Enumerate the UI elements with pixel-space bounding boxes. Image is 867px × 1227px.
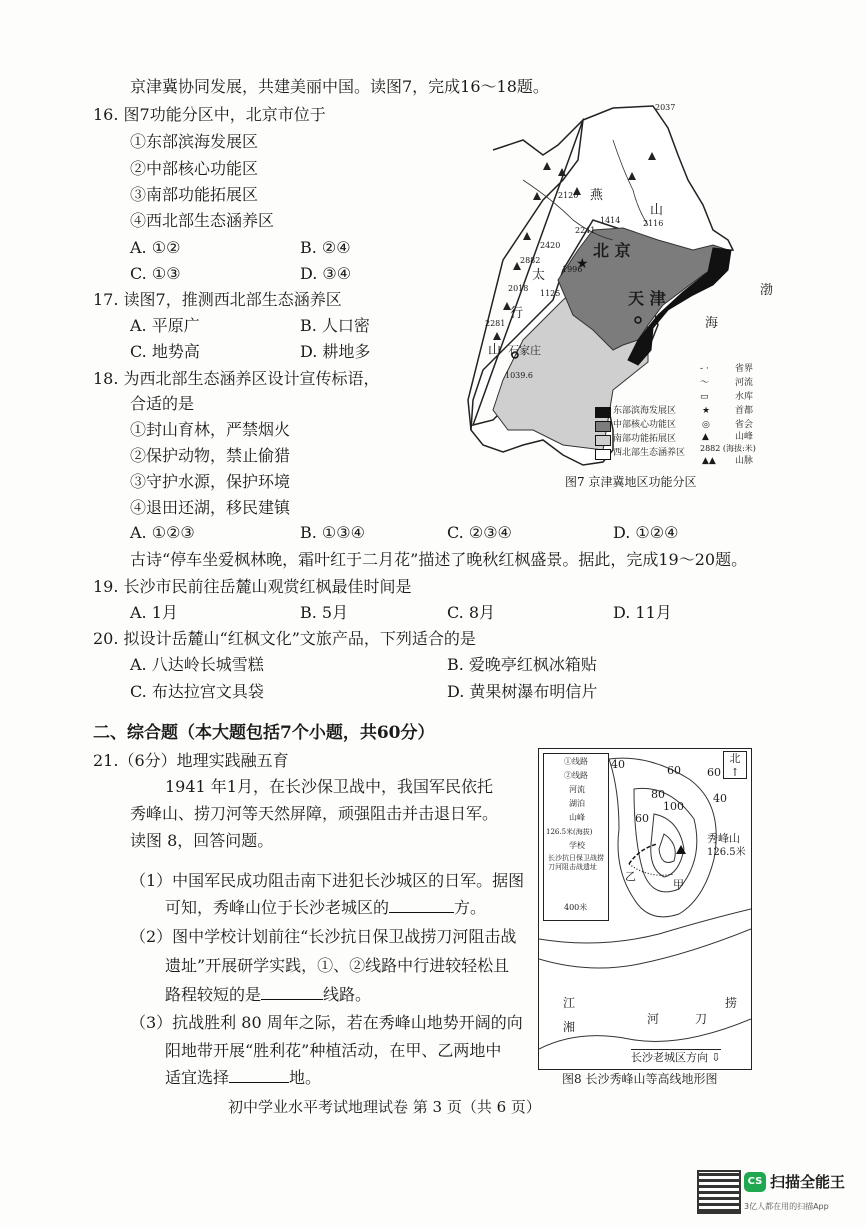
q21-sub3-line1: （3）抗战胜利 80 周年之际，若在秀峰山地势开阔的向 bbox=[130, 1013, 523, 1032]
map7-label-shan2: 山 bbox=[488, 343, 502, 358]
map7-elev-1996: 1996 bbox=[562, 265, 583, 274]
map8-contour-80: 80 bbox=[651, 788, 665, 801]
map7-label-bohai-1: 渤 bbox=[760, 283, 774, 298]
map7-elev-2116: 2116 bbox=[643, 219, 664, 228]
map8-jia: 甲 bbox=[673, 878, 684, 891]
svg-text:★: ★ bbox=[576, 256, 589, 272]
map8-peak-height: 126.5米 bbox=[707, 847, 746, 858]
q17-option-a[interactable]: A. 平原广 bbox=[130, 316, 200, 335]
q21-sub2-text: 路程较短的是 bbox=[165, 985, 262, 1004]
q16-option-b[interactable]: B. ②④ bbox=[300, 238, 351, 257]
map8-contour-60c: 60 bbox=[635, 812, 649, 825]
q21-sub1-line2 bbox=[165, 896, 486, 919]
q20-option-c[interactable]: C. 布达拉宫文具袋 bbox=[130, 682, 264, 701]
map7-legend-river: 河流 bbox=[735, 378, 754, 388]
poem-intro: 古诗“停车坐爱枫林晚，霜叶红于二月花”描述了晚秋红枫盛景。据此，完成19～20题。 bbox=[130, 550, 748, 569]
q21-para-3: 读图 8，回答问题。 bbox=[130, 831, 274, 850]
q21-para-2: 秀峰山、捞刀河等天然屏障，顽强阻击并击退日军。 bbox=[130, 804, 499, 823]
map8-legend-route2: ②线路 bbox=[564, 771, 588, 780]
q21-para-1: 1941 年1月，在长沙保卫战中，我国军民依托 bbox=[165, 777, 493, 796]
q20-option-b[interactable]: B. 爱晚亭红枫冰箱贴 bbox=[447, 655, 597, 674]
map7-caption: 图7 京津冀地区功能分区 bbox=[565, 475, 697, 489]
q21-sub2-line3 bbox=[165, 983, 371, 1006]
map7-elev-2120: 2120 bbox=[558, 191, 579, 200]
map8-caption: 图8 长沙秀峰山等高线地形图 bbox=[562, 1072, 718, 1086]
section-2-heading: 二、综合题（本大题包括7个小题，共60分） bbox=[93, 723, 435, 743]
map7-legend-reservoir: 水库 bbox=[735, 392, 754, 402]
q21-sub3-text: 适宜选择 bbox=[165, 1068, 230, 1087]
q19-stem: 19. 长沙市民前往岳麓山观赏红枫最佳时间是 bbox=[93, 577, 412, 596]
q16-option-d[interactable]: D. ③④ bbox=[300, 264, 352, 283]
map8-legend-elev: 126.5米(海拔) bbox=[546, 828, 593, 836]
map7-legend-range: 山脉 bbox=[735, 456, 754, 466]
map7-legend-provinceline: 省界 bbox=[735, 364, 754, 374]
q18-option-c[interactable]: C. ②③④ bbox=[447, 523, 512, 542]
map8-old-city-text: 长沙老城区方向 bbox=[631, 1051, 708, 1064]
map8-legend-site: 长沙抗日保卫战捞刀河阻击战遗址 bbox=[548, 854, 604, 871]
map7-label-yan: 燕 bbox=[590, 188, 604, 203]
map7-legend-elev: 2882 (海拔:米) bbox=[700, 444, 756, 453]
q19-option-a[interactable]: A. 1月 bbox=[130, 603, 178, 622]
q21-sub2-line1: （2）图中学校计划前往“长沙抗日保卫战捞刀河阻击战 bbox=[130, 927, 517, 946]
map8-north: 北 ↑ bbox=[723, 751, 747, 779]
q20-option-a[interactable]: A. 八达岭长城雪糕 bbox=[130, 655, 264, 674]
map7-label-shijiazhuang: 石家庄 bbox=[508, 344, 541, 357]
map8-legend-peak: 山峰 bbox=[569, 813, 585, 822]
q21-sub2-end: 线路。 bbox=[323, 985, 372, 1004]
q18-stem-2: 合适的是 bbox=[130, 394, 195, 413]
map8-contour-40a: 40 bbox=[611, 758, 625, 771]
city-circle-icon: ◎ bbox=[702, 420, 710, 430]
map7-elev-2037: 2037 bbox=[655, 103, 676, 112]
q19-option-d[interactable]: D. 11月 bbox=[613, 603, 672, 622]
map8-river-he: 河 bbox=[647, 1012, 660, 1026]
map8-river-jiang: 江 bbox=[563, 996, 576, 1010]
map8-legend-route1: ①线路 bbox=[564, 757, 588, 766]
map7-elev-1414: 1414 bbox=[600, 216, 621, 225]
q21-sub1-line1: （1）中国军民成功阻击南下进犯长沙城区的日军。据图 bbox=[130, 871, 525, 890]
map7-label-bohai-2: 海 bbox=[705, 316, 719, 331]
figure-8-map bbox=[538, 748, 752, 1070]
map7-elev-1125: 1125 bbox=[540, 289, 561, 298]
q16-item-3: ③南部功能拓展区 bbox=[130, 185, 259, 204]
scanner-badge: CS bbox=[744, 1172, 766, 1192]
map8-legend bbox=[543, 753, 609, 921]
q20-stem: 20. 拟设计岳麓山“红枫文化”文旅产品，下列适合的是 bbox=[93, 629, 476, 648]
q16-stem: 16. 图7功能分区中，北京市位于 bbox=[93, 105, 326, 124]
map7-legend-nw: 西北部生态涵养区 bbox=[613, 448, 686, 458]
scanner-sub: 3亿人都在用的扫描App bbox=[744, 1202, 829, 1211]
map7-label-tai: 太 bbox=[532, 268, 546, 283]
q21-sub3-end: 地。 bbox=[289, 1068, 322, 1087]
q21-sub3-line3 bbox=[165, 1066, 321, 1089]
intro-text: 京津冀协同发展，共建美丽中国。读图7，完成16～18题。 bbox=[130, 77, 549, 96]
q21-sub3-blank[interactable] bbox=[229, 1066, 289, 1083]
map7-legend-peak: 山峰 bbox=[735, 432, 754, 442]
map7-elev-2018: 2018 bbox=[508, 284, 529, 293]
q18-option-a[interactable]: A. ①②③ bbox=[130, 523, 195, 542]
q17-option-d[interactable]: D. 耕地多 bbox=[300, 342, 371, 361]
map7-legend-provcapital: 省会 bbox=[735, 420, 754, 430]
q21-sub1-end: 方。 bbox=[454, 898, 487, 917]
map7-label-beijing: 北 京 bbox=[593, 241, 631, 260]
map7-elev-1039: 1039.6 bbox=[505, 371, 533, 380]
q21-sub1-blank[interactable] bbox=[389, 896, 454, 913]
map8-scale: 400米 bbox=[564, 903, 588, 912]
map7-legend-core: 中部核心功能区 bbox=[613, 420, 677, 430]
map8-legend-river: 河流 bbox=[569, 785, 585, 794]
q21-heading bbox=[93, 750, 289, 772]
q20-option-d[interactable]: D. 黄果树瀑布明信片 bbox=[447, 682, 598, 701]
map7-elev-2281: 2281 bbox=[485, 319, 506, 328]
q19-option-c[interactable]: C. 8月 bbox=[447, 603, 496, 622]
q17-option-b[interactable]: B. 人口密 bbox=[300, 316, 370, 335]
arrow-down-icon: ⇩ bbox=[711, 1051, 721, 1064]
map8-peak-name: 秀峰山 bbox=[707, 832, 740, 845]
map7-label-hang: 行 bbox=[510, 306, 524, 321]
map7-elev-2420: 2420 bbox=[540, 241, 561, 250]
q21-sub1-text: 可知，秀峰山位于长沙老城区的 bbox=[165, 898, 390, 917]
q21-head-text: 21.（6分）地理实践融五育 bbox=[93, 751, 289, 770]
qr-code bbox=[697, 1170, 741, 1214]
page-footer: 初中学业水平考试地理试卷 第 3 页（共 6 页） bbox=[228, 1098, 541, 1116]
map7-legend-east: 东部滨海发展区 bbox=[613, 406, 677, 416]
map8-old-city-direction bbox=[631, 1049, 721, 1064]
map8-north-text: 北 bbox=[729, 752, 741, 765]
map8-contour-60a: 60 bbox=[667, 764, 681, 777]
map8-contour-100: 100 bbox=[663, 800, 684, 813]
q17-stem: 17. 读图7，推测西北部生态涵养区 bbox=[93, 290, 342, 309]
q21-sub3-line2: 阳地带开展“胜利花”种植活动，在甲、乙两地中 bbox=[165, 1041, 502, 1060]
map8-river-dao: 刀 bbox=[695, 1012, 708, 1026]
map8-river-lao: 捞 bbox=[725, 996, 738, 1010]
map8-contour-40b: 40 bbox=[713, 792, 727, 805]
q16-option-a[interactable]: A. ①② bbox=[130, 238, 181, 257]
q18-item-2: ②保护动物，禁止偷猎 bbox=[130, 446, 291, 465]
star-icon: ★ bbox=[702, 406, 711, 416]
q18-item-4: ④退田还湖，移民建镇 bbox=[130, 498, 291, 517]
map8-legend-lake: 湖泊 bbox=[569, 799, 585, 808]
map7-legend-capital: 首都 bbox=[735, 406, 754, 416]
q16-item-1: ①东部滨海发展区 bbox=[130, 132, 259, 151]
q18-item-3: ③守护水源，保护环境 bbox=[130, 472, 291, 491]
map8-legend-school: 学校 bbox=[569, 841, 585, 850]
q21-sub2-blank[interactable] bbox=[261, 983, 323, 1000]
map8-river-xiang: 湘 bbox=[563, 1020, 576, 1034]
q18-option-b[interactable]: B. ①③④ bbox=[300, 523, 365, 542]
map8-contour-60b: 60 bbox=[707, 766, 721, 779]
map7-elev-2241: 2241 bbox=[575, 226, 596, 235]
map7-legend-south: 南部功能拓展区 bbox=[613, 434, 677, 444]
mountain-icon: ▲▲ bbox=[702, 456, 716, 466]
peak-icon: ▲ bbox=[702, 432, 709, 442]
q16-item-2: ②中部核心功能区 bbox=[130, 159, 259, 178]
map7-label-shan: 山 bbox=[650, 203, 664, 218]
q16-option-c[interactable]: C. ①③ bbox=[130, 264, 181, 283]
q18-option-d[interactable]: D. ①②④ bbox=[613, 523, 679, 542]
map7-label-tianjin: 天 津 bbox=[628, 289, 666, 308]
q18-item-1: ①封山育林，严禁烟火 bbox=[130, 420, 291, 439]
map7-elev-2882: 2882 bbox=[520, 256, 541, 265]
q17-option-c[interactable]: C. 地势高 bbox=[130, 342, 200, 361]
map8-yi: 乙 bbox=[625, 870, 636, 883]
q16-item-4: ④西北部生态涵养区 bbox=[130, 211, 275, 230]
q19-option-b[interactable]: B. 5月 bbox=[300, 603, 349, 622]
q18-stem: 18. 为西北部生态涵养区设计宣传标语， bbox=[93, 369, 380, 388]
scanner-brand: 扫描全能王 bbox=[770, 1173, 846, 1191]
q21-sub2-line2: 遗址”开展研学实践，①、②线路中行进较轻松且 bbox=[165, 956, 510, 975]
